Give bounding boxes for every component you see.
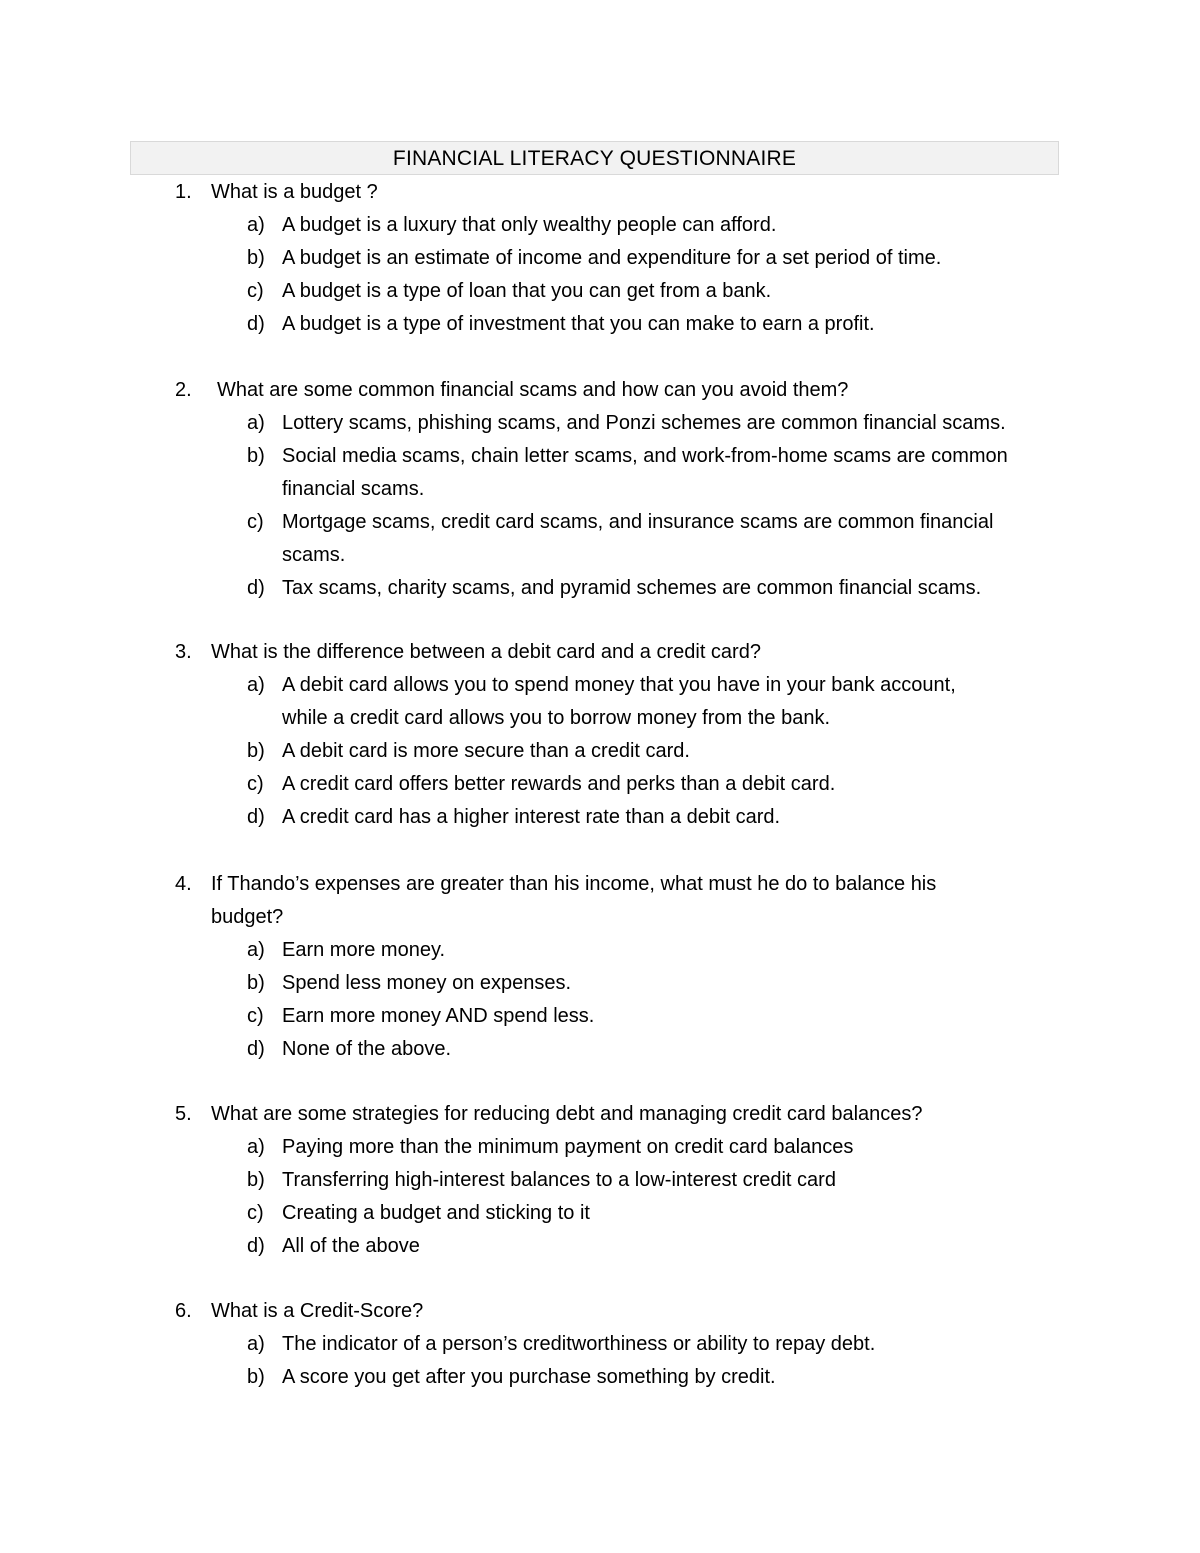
option-text: while a credit card allows you to borrow money from the bank.: [282, 707, 831, 729]
option-letter: d): [247, 1235, 265, 1257]
option-letter: b): [247, 1169, 265, 1191]
option-letter: c): [247, 1202, 264, 1224]
option-text: A budget is a type of investment that you can make to earn a profit.: [282, 313, 875, 335]
option-text: Social media scams, chain letter scams, and work-from-home scams are common: [282, 445, 1008, 467]
question-number: 5.: [175, 1103, 192, 1125]
option-text: scams.: [282, 544, 346, 566]
option-letter: c): [247, 1005, 264, 1027]
option-letter: b): [247, 247, 265, 269]
option-letter: b): [247, 445, 265, 467]
option-text: None of the above.: [282, 1038, 452, 1060]
option-text: Mortgage scams, credit card scams, and insurance scams are common financial: [282, 511, 994, 533]
question-number: 4.: [175, 873, 192, 895]
option-letter: c): [247, 511, 264, 533]
question-number: 2.: [175, 379, 192, 401]
option-letter: a): [247, 1333, 265, 1355]
option-text: A budget is a type of loan that you can get from a bank.: [282, 280, 772, 302]
option-letter: b): [247, 1366, 265, 1388]
option-text: A score you get after you purchase something by credit.: [282, 1366, 776, 1388]
option-text: A budget is an estimate of income and expenditure for a set period of time.: [282, 247, 942, 269]
option-text: Paying more than the minimum payment on credit card balances: [282, 1136, 854, 1158]
option-text: financial scams.: [282, 478, 425, 500]
question-number: 1.: [175, 181, 192, 203]
option-letter: d): [247, 577, 265, 599]
option-text: Transferring high-interest balances to a low-interest credit card: [282, 1169, 836, 1191]
question-text: What is the difference between a debit card and a credit card?: [211, 641, 761, 663]
option-text: Earn more money.: [282, 939, 446, 961]
option-text: A credit card has a higher interest rate than a debit card.: [282, 806, 781, 828]
option-text: A debit card is more secure than a credit card.: [282, 740, 690, 762]
question-text: What is a Credit-Score?: [211, 1300, 424, 1322]
question-number: 3.: [175, 641, 192, 663]
question-number: 6.: [175, 1300, 192, 1322]
option-letter: c): [247, 280, 264, 302]
option-letter: b): [247, 972, 265, 994]
option-text: A budget is a luxury that only wealthy people can afford.: [282, 214, 777, 236]
option-letter: d): [247, 313, 265, 335]
option-letter: c): [247, 773, 264, 795]
option-text: Lottery scams, phishing scams, and Ponzi schemes are common financial scams.: [282, 412, 1006, 434]
option-text: Tax scams, charity scams, and pyramid schemes are common financial scams.: [282, 577, 982, 599]
option-text: Earn more money AND spend less.: [282, 1005, 595, 1027]
option-letter: d): [247, 806, 265, 828]
option-letter: a): [247, 939, 265, 961]
option-text: A credit card offers better rewards and perks than a debit card.: [282, 773, 836, 795]
question-text: budget?: [211, 906, 284, 928]
option-text: Spend less money on expenses.: [282, 972, 572, 994]
option-text: Creating a budget and sticking to it: [282, 1202, 590, 1224]
option-text: All of the above: [282, 1235, 420, 1257]
option-letter: a): [247, 674, 265, 696]
page-title: FINANCIAL LITERACY QUESTIONNAIRE: [130, 141, 1059, 175]
option-text: The indicator of a person’s creditworthiness or ability to repay debt.: [282, 1333, 876, 1355]
option-letter: a): [247, 412, 265, 434]
question-text: If Thando’s expenses are greater than his income, what must he do to balance his: [211, 873, 937, 895]
option-letter: b): [247, 740, 265, 762]
question-text: What are some strategies for reducing debt and managing credit card balances?: [211, 1103, 923, 1125]
question-text: What is a budget ?: [211, 181, 378, 203]
question-text: What are some common financial scams and how can you avoid them?: [217, 379, 849, 401]
option-letter: d): [247, 1038, 265, 1060]
option-text: A debit card allows you to spend money that you have in your bank account,: [282, 674, 956, 696]
option-letter: a): [247, 1136, 265, 1158]
option-letter: a): [247, 214, 265, 236]
